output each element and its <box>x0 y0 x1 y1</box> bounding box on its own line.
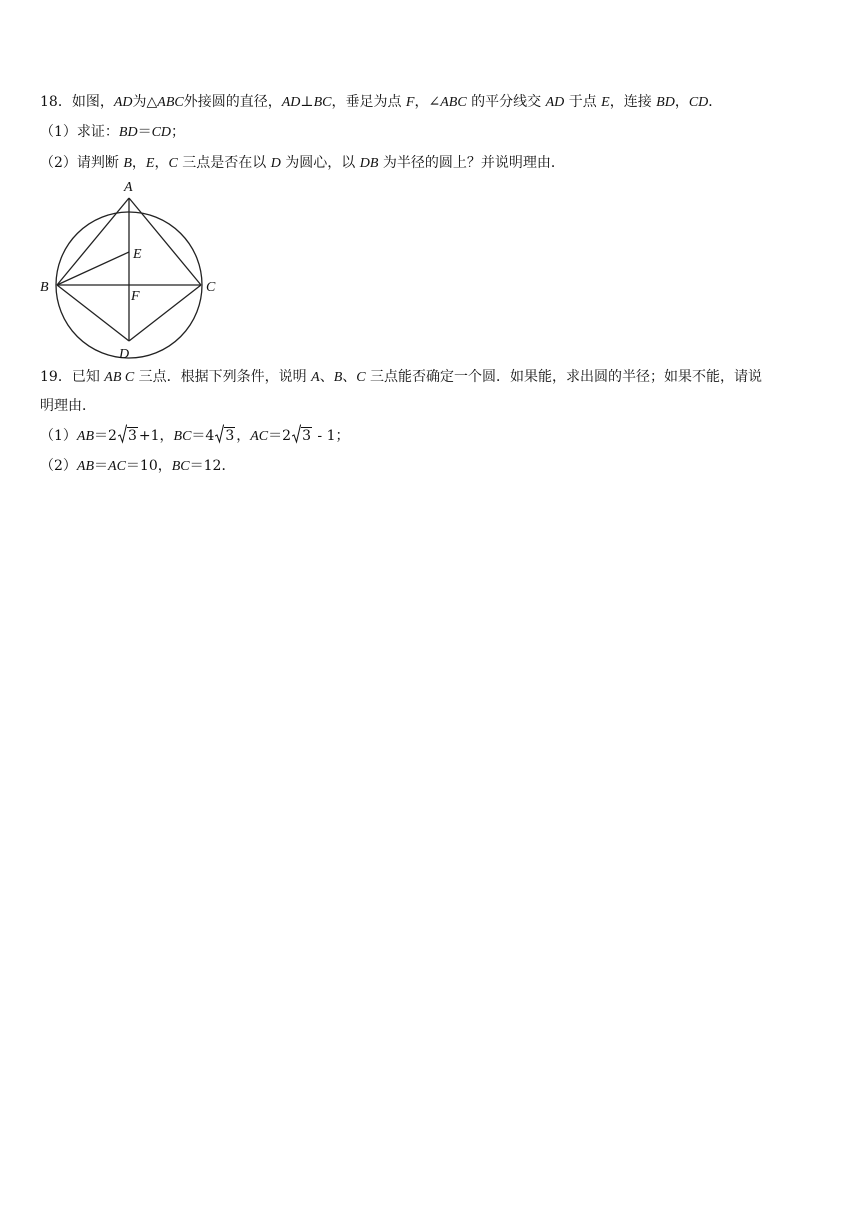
q18-text-18: ， <box>674 94 689 110</box>
q19-p2-ab: AB <box>76 459 95 474</box>
q18-text-10: ，∠ <box>414 94 441 110</box>
q19-p1-ac-eq: ＝2 <box>268 428 292 444</box>
q19-p2-eq2: ＝10， <box>125 458 172 474</box>
q19-text-4: 、 <box>319 369 334 385</box>
q19-p2-ac: AC <box>108 459 126 474</box>
q18-text-8: ，垂足为点 <box>331 94 406 110</box>
q18-text-0: 18．如图， <box>40 94 114 110</box>
q18-p2-3: E <box>145 156 155 171</box>
q19-part2 <box>40 456 824 477</box>
q18-part2 <box>40 153 824 174</box>
q19-p1-bc: BC <box>173 429 192 444</box>
q19-text-0: 19．已知 <box>40 369 105 385</box>
sqrt-symbol <box>292 426 312 446</box>
q18-p1-0: （1）求证： <box>40 124 119 140</box>
segment-CD <box>129 285 201 341</box>
q18-p1-4: ； <box>171 124 186 140</box>
q18-p1-1: BD <box>118 125 138 140</box>
segment-BE <box>57 252 129 285</box>
q18-p2-1: B <box>123 156 132 171</box>
label-C: C <box>206 280 216 295</box>
sqrt-symbol <box>118 426 138 446</box>
q18-text-1: AD <box>113 95 133 110</box>
q18-text-12: 的平分线交 <box>466 94 546 110</box>
q18-p1-2: ＝ <box>137 124 152 140</box>
q18-text-20: ． <box>708 94 723 110</box>
q18-p2-5: C <box>168 156 178 171</box>
q18-p2-7: D <box>270 156 281 171</box>
q19-stem-line2 <box>40 396 824 416</box>
q19-p1-ab: AB <box>76 429 95 444</box>
q18-p2-10: 为半径的圆上？并说明理由． <box>378 155 565 171</box>
q18-text-14: 于点 <box>564 94 602 110</box>
q19-p2-eq1: ＝ <box>94 458 109 474</box>
q19-p1-ab-eq: ＝2 <box>94 428 117 444</box>
q19-p1-ac-rad: 3 <box>302 428 311 444</box>
q19-text-line2: 明理由． <box>40 398 96 414</box>
q18-text-11: ABC <box>440 95 467 110</box>
segment-AC <box>129 198 201 285</box>
q19-p1-bc-rad: 3 <box>225 428 235 444</box>
q19-stem-line1 <box>40 367 824 388</box>
segment-BD <box>57 285 129 341</box>
label-D: D <box>119 347 130 362</box>
label-F: F <box>131 289 140 304</box>
q18-p2-4: ， <box>154 155 169 171</box>
q19-p1-ac-tail: - 1； <box>312 428 350 444</box>
q19-text-5: B <box>333 370 343 385</box>
q19-p1-ab-tail: +1， <box>138 428 174 444</box>
q18-p1-3: CD <box>151 125 172 140</box>
q18-text-17: BD <box>656 95 675 110</box>
q18-text-19: CD <box>688 95 709 110</box>
segment-AB <box>57 198 129 285</box>
q19-p2-eq3: ＝12． <box>189 458 236 474</box>
q18-p2-8: 为圆心，以 <box>280 155 360 171</box>
q19-text-1: AB C <box>104 370 135 385</box>
q19-p1-bc-eq: ＝4 <box>191 428 215 444</box>
q18-p2-2: ， <box>131 155 146 171</box>
q19-text-8: 三点能否确定一个圆．如果能，求出圆的半径；如果不能，请说 <box>365 369 763 385</box>
label-A: A <box>124 180 133 195</box>
q18-text-6: ⊥ <box>300 94 314 110</box>
q18-text-2: 为△ <box>132 94 158 110</box>
q19-text-7: C <box>356 370 366 385</box>
q19-p2-bc: BC <box>171 459 190 474</box>
q18-text-15: E <box>601 95 610 110</box>
q19-p1-bc-tail: ， <box>236 428 251 444</box>
q18-text-7: BC <box>313 95 332 110</box>
circle-geometry-figure <box>36 178 222 364</box>
q19-p1-ac: AC <box>250 429 269 444</box>
q18-p2-9: DB <box>359 156 379 171</box>
q18-text-13: AD <box>545 95 565 110</box>
q19-p1-prefix: （1） <box>40 428 77 444</box>
q19-text-2: 三点．根据下列条件，说明 <box>134 369 312 385</box>
q18-text-3: ABC <box>157 95 184 110</box>
q18-part1 <box>40 122 824 143</box>
q18-stem <box>40 92 824 113</box>
q19-text-3: A <box>311 370 320 385</box>
q18-p2-6: 三点是否在以 <box>177 155 271 171</box>
q18-text-9: F <box>405 95 415 110</box>
q19-text-6: 、 <box>342 369 357 385</box>
label-B: B <box>40 280 49 295</box>
q19-p2-prefix: （2） <box>40 458 77 474</box>
q19-part1 <box>40 426 824 447</box>
q19-p1-ab-rad: 3 <box>127 428 137 444</box>
q18-text-4: 外接圆的直径， <box>183 94 282 110</box>
sqrt-symbol <box>215 426 235 446</box>
q18-p2-0: （2）请判断 <box>40 155 124 171</box>
q18-text-5: AD <box>281 95 301 110</box>
label-E: E <box>133 247 142 262</box>
q18-text-16: ，连接 <box>609 94 657 110</box>
